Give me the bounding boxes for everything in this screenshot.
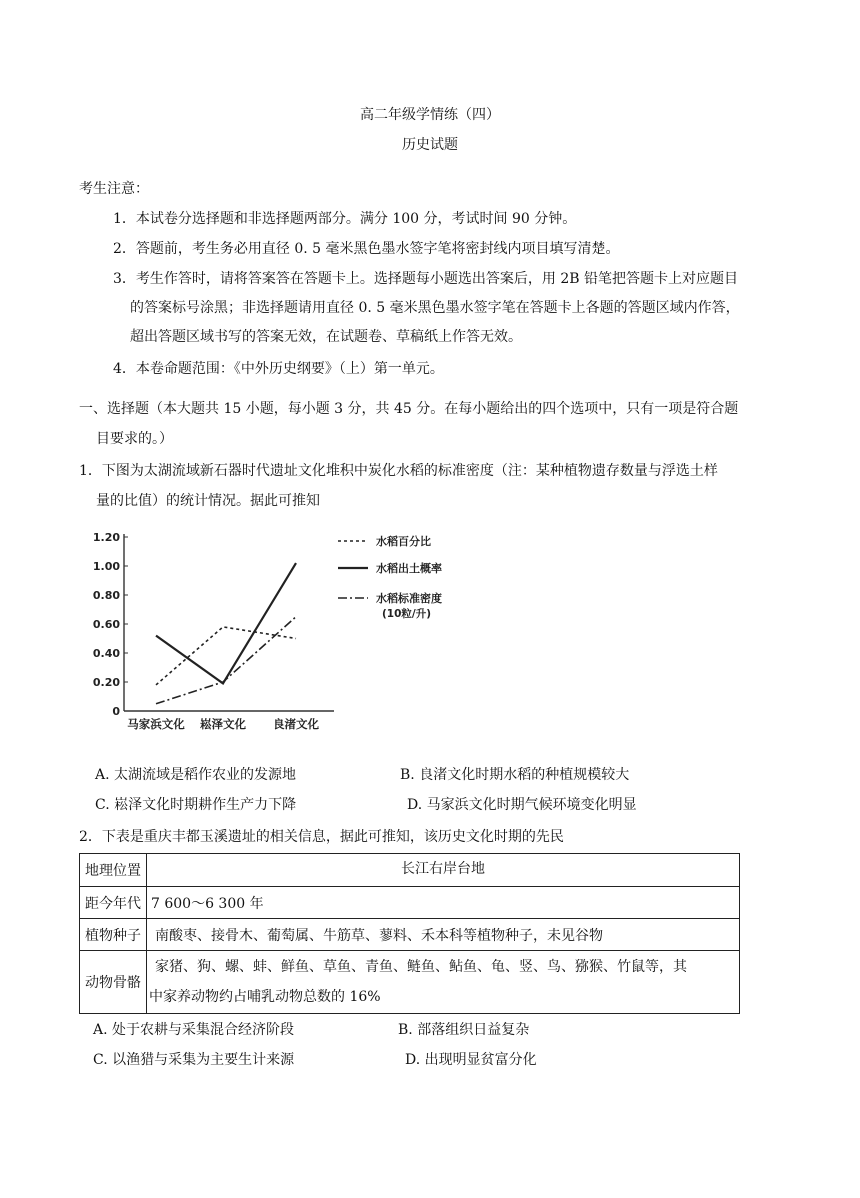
y-tick-label: 1.00 (92, 560, 120, 573)
y-tick-label: 0.60 (92, 618, 120, 631)
rice-chart (76, 522, 476, 737)
notice-item-1: 1．本试卷分选择题和非选择题两部分。满分 100 分，考试时间 90 分钟。 (113, 211, 577, 227)
table-value: 长江右岸台地 (147, 854, 740, 887)
notice-heading: 考生注意： (79, 181, 149, 197)
q1-option-d[interactable]: D. 马家浜文化时期气候环境变化明显 (407, 797, 637, 813)
legend-label-unit: (10粒/升) (382, 608, 432, 620)
table-row (80, 854, 740, 887)
table-row (80, 951, 740, 1014)
q2-option-b[interactable]: B. 部落组织日益复杂 (398, 1022, 530, 1038)
x-tick-label: 良渚文化 (273, 717, 319, 731)
table-row (80, 919, 740, 951)
legend-label-1: 水稻百分比 (376, 535, 431, 548)
notice-item-3-cont2: 超出答题区域书写的答案无效，在试题卷、草稿纸上作答无效。 (130, 329, 522, 345)
q1-option-c[interactable]: C. 崧泽文化时期耕作生产力下降 (95, 797, 297, 813)
y-tick-label: 0 (112, 705, 120, 718)
exam-subtitle: 历史试题 (402, 137, 458, 153)
notice-item-3: 3．考生作答时，请将答案答在答题卡上。选择题每小题选出答案后，用 2B 铅笔把答题卡上对应题目 (113, 271, 739, 287)
section-heading-cont: 目要求的。） (96, 431, 173, 447)
question-1-stem-cont: 量的比值）的统计情况。据此可推知 (96, 493, 320, 509)
q1-option-b[interactable]: B. 良渚文化时期水稻的种植规模较大 (400, 767, 630, 783)
q2-option-a[interactable]: A. 处于农耕与采集混合经济阶段 (93, 1022, 295, 1038)
table-value: 南酸枣、接骨木、葡萄属、牛筋草、蓼料、禾本科等植物种子，未见谷物 (147, 919, 740, 951)
q1-option-a[interactable]: A. 太湖流域是稻作农业的发源地 (95, 767, 297, 783)
y-tick-label: 1.20 (92, 531, 120, 544)
table-value: 7 600～6 300 年 (147, 887, 740, 919)
site-info-table (79, 853, 740, 1014)
series-line-3 (156, 617, 296, 704)
question-1-stem: 1．下图为太湖流域新石器时代遗址文化堆积中炭化水稻的标准密度（注：某种植物遗存数量与浮选土样 (79, 463, 718, 479)
table-key: 地理位置 (80, 854, 147, 887)
table-value-line-1: 家猪、狗、螺、蚌、鲜鱼、草鱼、青鱼、鲢鱼、鲇鱼、龟、竖、鸟、猕猴、竹鼠等，其 (155, 959, 687, 975)
rice-chart-svg (76, 522, 476, 737)
notice-item-2: 2．答题前，考生务必用直径 0. 5 毫米黑色墨水签字笔将密封线内项目填写清楚。 (113, 241, 620, 257)
question-2-stem: 2．下表是重庆丰都玉溪遗址的相关信息，据此可推知，该历史文化时期的先民 (79, 829, 564, 845)
exam-title: 高二年级学情练（四） (360, 107, 500, 123)
y-tick-label: 0.40 (92, 647, 120, 660)
table-value-line-2: 中家养动物约占哺乳动物总数的 16% (149, 989, 381, 1005)
table-key: 距今年代 (80, 887, 147, 919)
table-key: 动物骨骼 (80, 951, 147, 1014)
x-tick-label: 崧泽文化 (200, 717, 246, 731)
table-value-multiline (147, 951, 740, 1014)
y-tick-label: 0.20 (92, 676, 120, 689)
legend-label-3: 水稻标准密度 (376, 592, 442, 605)
legend-label-2: 水稻出土概率 (376, 562, 442, 575)
section-heading: 一、选择题（本大题共 15 小题，每小题 3 分，共 45 分。在每小题给出的四个选项中，只有一项是符合题 (79, 401, 739, 417)
notice-item-4: 4．本卷命题范围：《中外历史纲要》（上）第一单元。 (113, 361, 444, 377)
q2-option-d[interactable]: D. 出现明显贫富分化 (405, 1052, 537, 1068)
series-line-2 (156, 563, 296, 683)
x-tick-label: 马家浜文化 (127, 717, 185, 731)
q2-option-c[interactable]: C. 以渔猎与采集为主要生计来源 (93, 1052, 295, 1068)
y-tick-label: 0.80 (92, 589, 120, 602)
table-key: 植物种子 (80, 919, 147, 951)
table-row (80, 887, 740, 919)
notice-item-3-cont: 的答案标号涂黑；非选择题请用直径 0. 5 毫米黑色墨水签字笔在答题卡上各题的答题区域内作答， (130, 300, 740, 316)
